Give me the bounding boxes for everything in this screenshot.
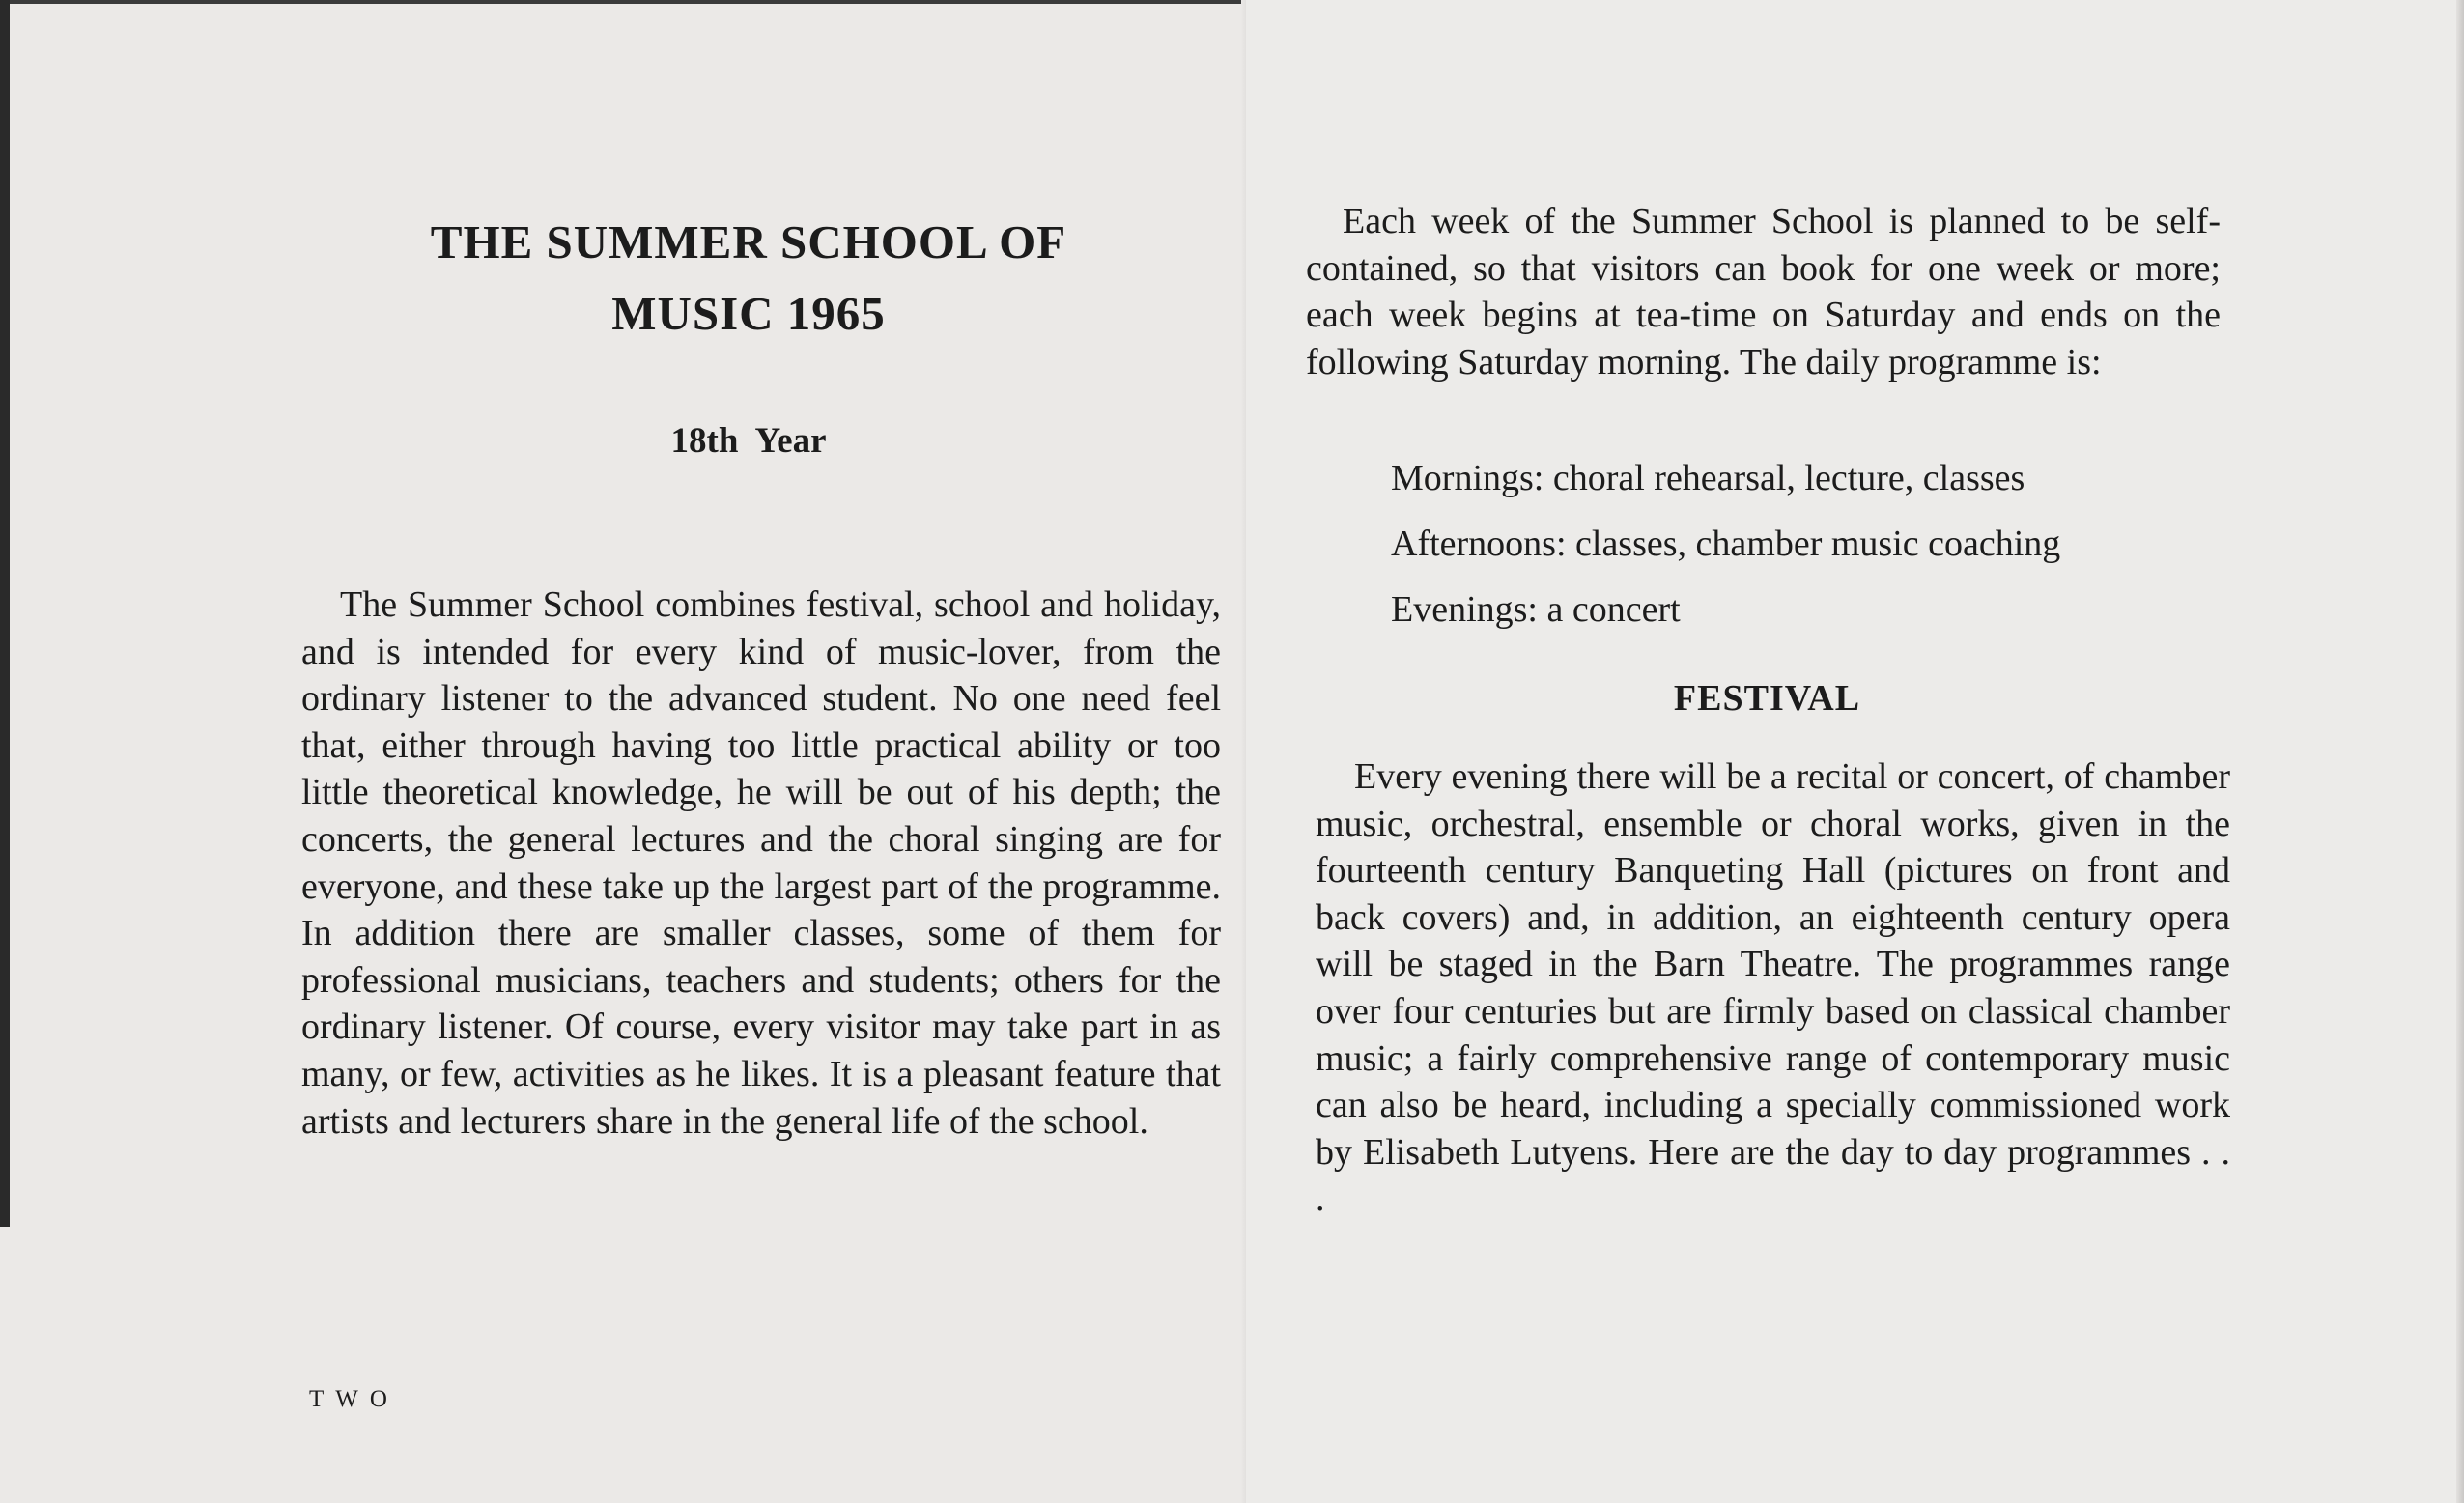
schedule-item-evenings: Evenings: a concert (1391, 589, 1681, 630)
festival-heading: FESTIVAL (1673, 678, 1861, 719)
title-line-1: THE SUMMER SCHOOL OF (430, 215, 1067, 269)
schedule-item-afternoons: Afternoons: classes, chamber music coaching (1391, 524, 2061, 564)
left-page-edge (0, 0, 10, 1227)
top-edge-rule (0, 0, 1246, 4)
schedule-intro-paragraph: Each week of the Summer School is planned to be self-contained, so that visitors can book for one week or more; each week begins at tea-time on Saturday and ends on the following Saturday morning. The daily programme is: (1306, 201, 2221, 383)
intro-paragraph: The Summer School combines festival, school and holiday, and is intended for every kind of music-lover, from the ordinary listener to the advanced student. No one need feel that, either through having too little practical ability or too little theoretical knowledge, he will be out of his depth; the concerts, the general lectures and the choral singing are for everyone, and these take up the largest part of the programme. In addition there are smaller classes, some of them for professional musicians, teachers and students; others for the ordinary listener. Of course, every visitor may take part in as many, or few, activities as he likes. It is a pleasant feature that artists and lecturers share in the general life of the school. (301, 584, 1221, 1142)
title-line-2: MUSIC 1965 (611, 287, 886, 340)
schedule-item-mornings: Mornings: choral rehearsal, lecture, classes (1391, 458, 2025, 498)
daily-programme-list (1391, 445, 2060, 642)
page-title (319, 207, 1178, 350)
right-page-edge (2456, 0, 2464, 1503)
page-number-label: TWO (309, 1386, 399, 1412)
festival-paragraph: Every evening there will be a recital or concert, of chamber music, orchestral, ensemble or choral works, given in the fourteenth century Banqueting Hall (pictures on front and back covers) and, in addition, an eighteenth century opera will be staged in the Barn Theatre. The programmes range over four centuries but are firmly based on classical chamber music; a fairly comprehensive range of contemporary music can also be heard, including a specially commissioned work by Elisabeth Lutyens. Here are the day to day programmes . . . (1316, 756, 2230, 1220)
year-subtitle: 18th Year (670, 421, 827, 461)
